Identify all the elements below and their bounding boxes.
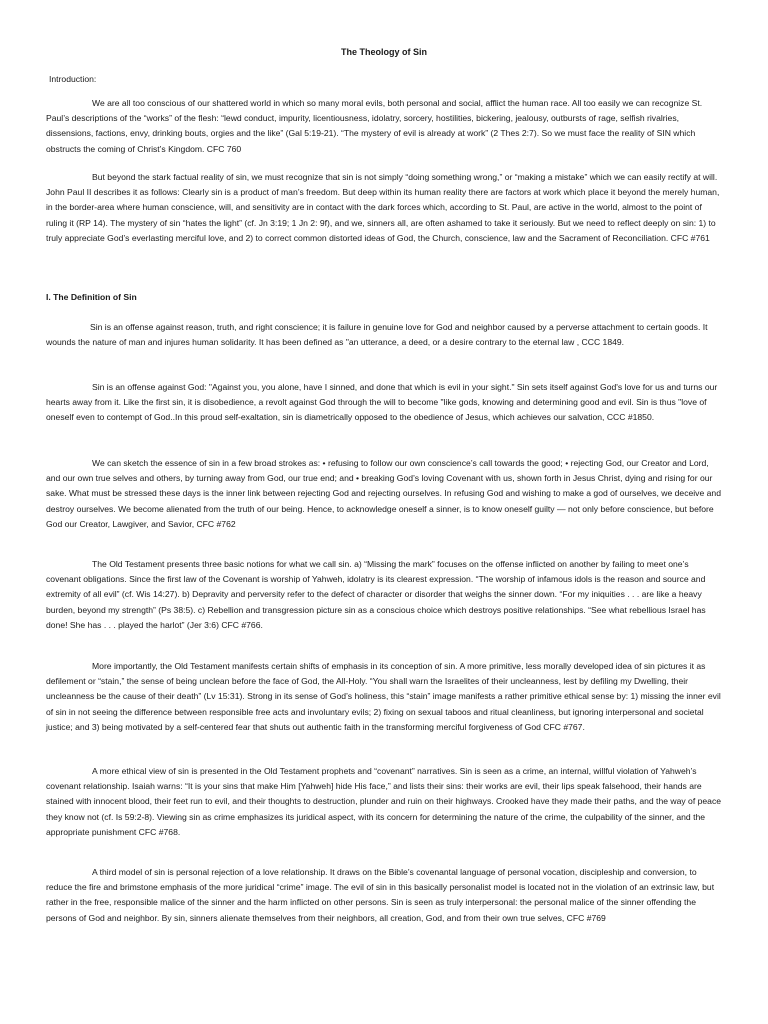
paragraph-intro-2 xyxy=(46,170,724,246)
paragraph-text: But beyond the stark factual reality of sin, we must recognize that sin is not simply “doing something wrong,” or “making a mistake” which we can easily rectify at will. John Paul II describes it as follows: Clearly sin is a product of man’s freedom. But deep within its human reality there are factors at work which place it beyond the merely human, in the border-area where human conscience, will, and sensitivity are in contact with the dark forces which, according to St. Paul, are active in the world, almost to the point of ruling it (RP 14). The mystery of sin “hates the light” (cf. Jn 3:19; 1 Jn 2: 9f), and we, sinners all, are often ashamed to take it seriously. But we need to reflect deeply on sin: 1) to truly appreciate God’s everlasting merciful love, and 2) to correct common distorted ideas of God, the Church, conscience, law and the Sacrament of Reconciliation. CFC #761 xyxy=(46,172,720,243)
page-title: The Theology of Sin xyxy=(341,47,427,57)
paragraph-definition-2 xyxy=(46,380,724,426)
paragraph-text: We are all too conscious of our shattered world in which so many moral evils, both personal and social, afflict the human race. All too easily we can recognize St. Paul’s descriptions of the “works” of the flesh: “lewd conduct, impurity, licentiousness, idolatry, sorcery, hostilities, bickering, jealousy, outbursts of rage, selfish rivalries, dissensions, factions, envy, drinking bouts, orgies and the like” (Gal 5:19-21). “The mystery of evil is already at work” (2 Thes 2:7). So we must face the reality of SIN which obstructs the coming of Christ’s Kingdom. CFC 760 xyxy=(46,98,703,154)
section-heading-definition: I. The Definition of Sin xyxy=(46,292,137,302)
paragraph-personal-model xyxy=(46,865,724,926)
paragraph-text: Sin is an offense against God: "Against you, you alone, have I sinned, and done that which is evil in your sight." Sin sets itself against God's love for us and turns our hearts away from it. Like the first sin, it is disobedience, a revolt against God through the will to become "like gods, knowing and determining good and evil. Sin is thus "love of oneself even to contempt of God..In this proud self-exaltation, sin is diametrically opposed to the obedience of Jesus, which achieves our salvation, CCC #1850. xyxy=(46,382,718,423)
paragraph-old-testament-2 xyxy=(46,659,724,735)
paragraph-definition-3 xyxy=(46,456,724,532)
paragraph-old-testament-3 xyxy=(46,764,724,840)
introduction-label: Introduction: xyxy=(49,74,97,84)
paragraph-definition-1 xyxy=(46,320,724,350)
paragraph-text: Sin is an offense against reason, truth, and right conscience; it is failure in genuine love for God and neighbor caused by a perverse attachment to certain goods. It wounds the nature of man and injures human solidarity. It has been defined as "an utterance, a deed, or a desire contrary to the eternal law , CCC 1849. xyxy=(46,322,708,348)
paragraph-text: More importantly, the Old Testament manifests certain shifts of emphasis in its conception of sin. A more primitive, less morally developed idea of sin pictures it as defilement or “stain,” the sense of being unclean before the face of God, the All-Holy. “You shall warn the Israelites of their uncleanness, lest by defiling my Dwelling, their uncleanness be the cause of their death” (Lv 15:31). Strong in its sense of God’s holiness, this “stain” image manifests a rather primitive ethical sense by: 1) missing the inner evil of sin in not seeing the difference between responsible free acts and involuntary evils; 2) fixing on sexual taboos and ritual cleanliness, but ignoring interpersonal and societal justice; and 3) being motivated by a self-centered fear that shuts out authentic faith in the transforming merciful forgiveness of God CFC #767. xyxy=(46,661,721,732)
paragraph-intro-1 xyxy=(46,96,724,157)
paragraph-text: A more ethical view of sin is presented in the Old Testament prophets and “covenant” narratives. Sin is seen as a crime, an internal, willful violation of Yahweh’s covenant relationship. Isaiah warns: “It is your sins that make Him [Yahweh] hide His face,” and lists their sins: their works are evil, their lips speak falsehood, their hands are stained with innocent blood, their feet run to evil, and their thoughts to destruction, plunder and ruin on their highways. Crooked have they made their paths, and the way of peace they know not (cf. Is 59:2-8). Viewing sin as crime emphasizes its juridical aspect, with its concern for determining the nature of the crime, the culpability of the sinner, and the appropriate punishment CFC #768. xyxy=(46,766,722,837)
paragraph-text: The Old Testament presents three basic notions for what we call sin. a) “Missing the mark” focuses on the offense inflicted on another by failing to meet one’s covenant obligations. Since the first law of the Covenant is worship of Yahweh, idolatry is its clearest expression. “The worship of infamous idols is the reason and source and extremity of all evil” (cf. Wis 14:27). b) Depravity and perversity refer to the defect of character or disorder that weighs the sinner down. “For my iniquities . . . are like a heavy burden, beyond my strength” (Ps 38:5). c) Rebellion and transgression picture sin as a conscious choice which destroys positive relationships. “See what rebellious Israel has done! She has . . . played the harlot” (Jer 3:6) CFC #766. xyxy=(46,559,706,630)
paragraph-old-testament-1 xyxy=(46,557,724,633)
paragraph-text: We can sketch the essence of sin in a few broad strokes as: • refusing to follow our own conscience’s call towards the good; • rejecting God, our Creator and Lord, and our own true selves and others, by turning away from God, our true end; and • breaking God’s loving Covenant with us, shown forth in Jesus Christ, dying and rising for our sake. What must be stressed these days is the inner link between rejecting God and rejecting ourselves. In refusing God and wishing to make a god of ourselves, we deceive and destroy ourselves. We become alienated from the truth of our being. Hence, to acknowledge oneself a sinner, is to know oneself guilty — not only before conscience, but before God our Creator, Lawgiver, and Savior, CFC #762 xyxy=(46,458,721,529)
paragraph-text: A third model of sin is personal rejection of a love relationship. It draws on the Bible’s covenantal language of personal vocation, discipleship and conversion, to reduce the fire and brimstone emphasis of the more juridical “crime” image. The evil of sin in this basically personalist model is located not in the violation of an extrinsic law, but rather in the free, responsible malice of the sinner and the harm inflicted on other persons. Sin is seen as truly interpersonal: the personal malice of the sinner offending the persons of God and neighbor. By sin, sinners alienate themselves from their neighbors, all creation, God, and from their own true selves, CFC #769 xyxy=(46,867,715,923)
